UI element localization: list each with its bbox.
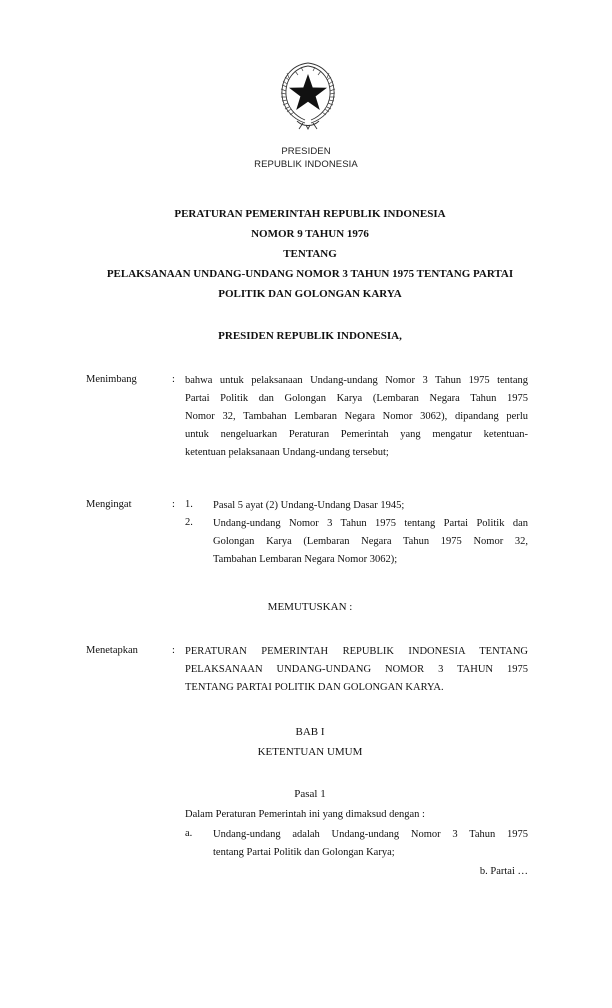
menetapkan-line: PELAKSANAAN UNDANG-UNDANG NOMOR 3 TAHUN 1975 — [185, 664, 528, 675]
menimbang-line: Partai Politik dan Golongan Karya (Lembaran Negara Tahun 1975 — [185, 393, 528, 404]
article-item-text — [213, 826, 528, 862]
heading-regulation-title: PERATURAN PEMERINTAH REPUBLIK INDONESIA — [174, 208, 446, 220]
mengingat-label: Mengingat — [86, 499, 132, 510]
menimbang-label: Menimbang — [86, 374, 137, 385]
mengingat-item-text — [213, 497, 528, 515]
memutuskan-heading: MEMUTUSKAN : — [267, 601, 353, 613]
article-item-letter: a. — [185, 828, 193, 839]
menetapkan-label: Menetapkan — [86, 645, 138, 656]
page-continuation-marker: b. Partai … — [479, 866, 528, 877]
header-title-republik: REPUBLIK INDONESIA — [254, 159, 358, 170]
garuda-star-emblem-icon — [273, 57, 343, 137]
menetapkan-text — [185, 643, 528, 697]
menetapkan-colon: : — [172, 645, 175, 656]
mengingat-colon: : — [172, 499, 175, 510]
article-intro-line: Dalam Peraturan Pemerintah ini yang dimaksud dengan : — [185, 809, 425, 820]
article-intro — [185, 806, 528, 824]
chapter-subtitle: KETENTUAN UMUM — [257, 746, 363, 758]
mengingat-line: Golongan Karya (Lembaran Negara Tahun 1975 Nomor 32, — [213, 536, 528, 547]
menimbang-colon: : — [172, 374, 175, 385]
heading-subject-line1: PELAKSANAAN UNDANG-UNDANG NOMOR 3 TAHUN 1975 TENTANG PARTAI — [106, 268, 514, 280]
menetapkan-line: PERATURAN PEMERINTAH REPUBLIK INDONESIA TENTANG — [185, 646, 528, 657]
heading-issuer: PRESIDEN REPUBLIK INDONESIA, — [218, 330, 402, 342]
menetapkan-line: TENTANG PARTAI POLITIK DAN GOLONGAN KARYA. — [185, 682, 444, 693]
heading-tentang: TENTANG — [283, 248, 337, 260]
mengingat-line: Tambahan Lembaran Negara Nomor 3062); — [213, 554, 398, 565]
mengingat-line: Pasal 5 ayat (2) Undang-Undang Dasar 1945; — [213, 500, 405, 511]
menimbang-line: bahwa untuk pelaksanaan Undang-undang Nomor 3 Tahun 1975 tentang — [185, 375, 528, 386]
menimbang-line: untuk nengeluarkan Peraturan Pemerintah yang mengatur ketentuan- — [185, 429, 528, 440]
menimbang-line: Nomor 32, Tambahan Lembaran Negara Nomor 3062), dipandang perlu — [185, 411, 528, 422]
mengingat-item-text — [213, 515, 528, 569]
menimbang-line: ketentuan pelaksanaan Undang-undang tersebut; — [185, 447, 389, 458]
mengingat-line: Undang-undang Nomor 3 Tahun 1975 tentang Partai Politik dan — [213, 518, 528, 529]
header-title-presiden: PRESIDEN — [281, 146, 331, 157]
menimbang-text — [185, 372, 528, 462]
mengingat-item-number: 2. — [185, 517, 193, 528]
heading-regulation-number: NOMOR 9 TAHUN 1976 — [251, 228, 369, 240]
chapter-title: BAB I — [295, 726, 325, 738]
article-item-line: tentang Partai Politik dan Golongan Karya; — [213, 847, 395, 858]
article-title: Pasal 1 — [294, 788, 326, 800]
article-item-line: Undang-undang adalah Undang-undang Nomor 3 Tahun 1975 — [213, 829, 528, 840]
mengingat-item-number: 1. — [185, 499, 193, 510]
heading-subject-line2: POLITIK DAN GOLONGAN KARYA — [218, 288, 402, 300]
